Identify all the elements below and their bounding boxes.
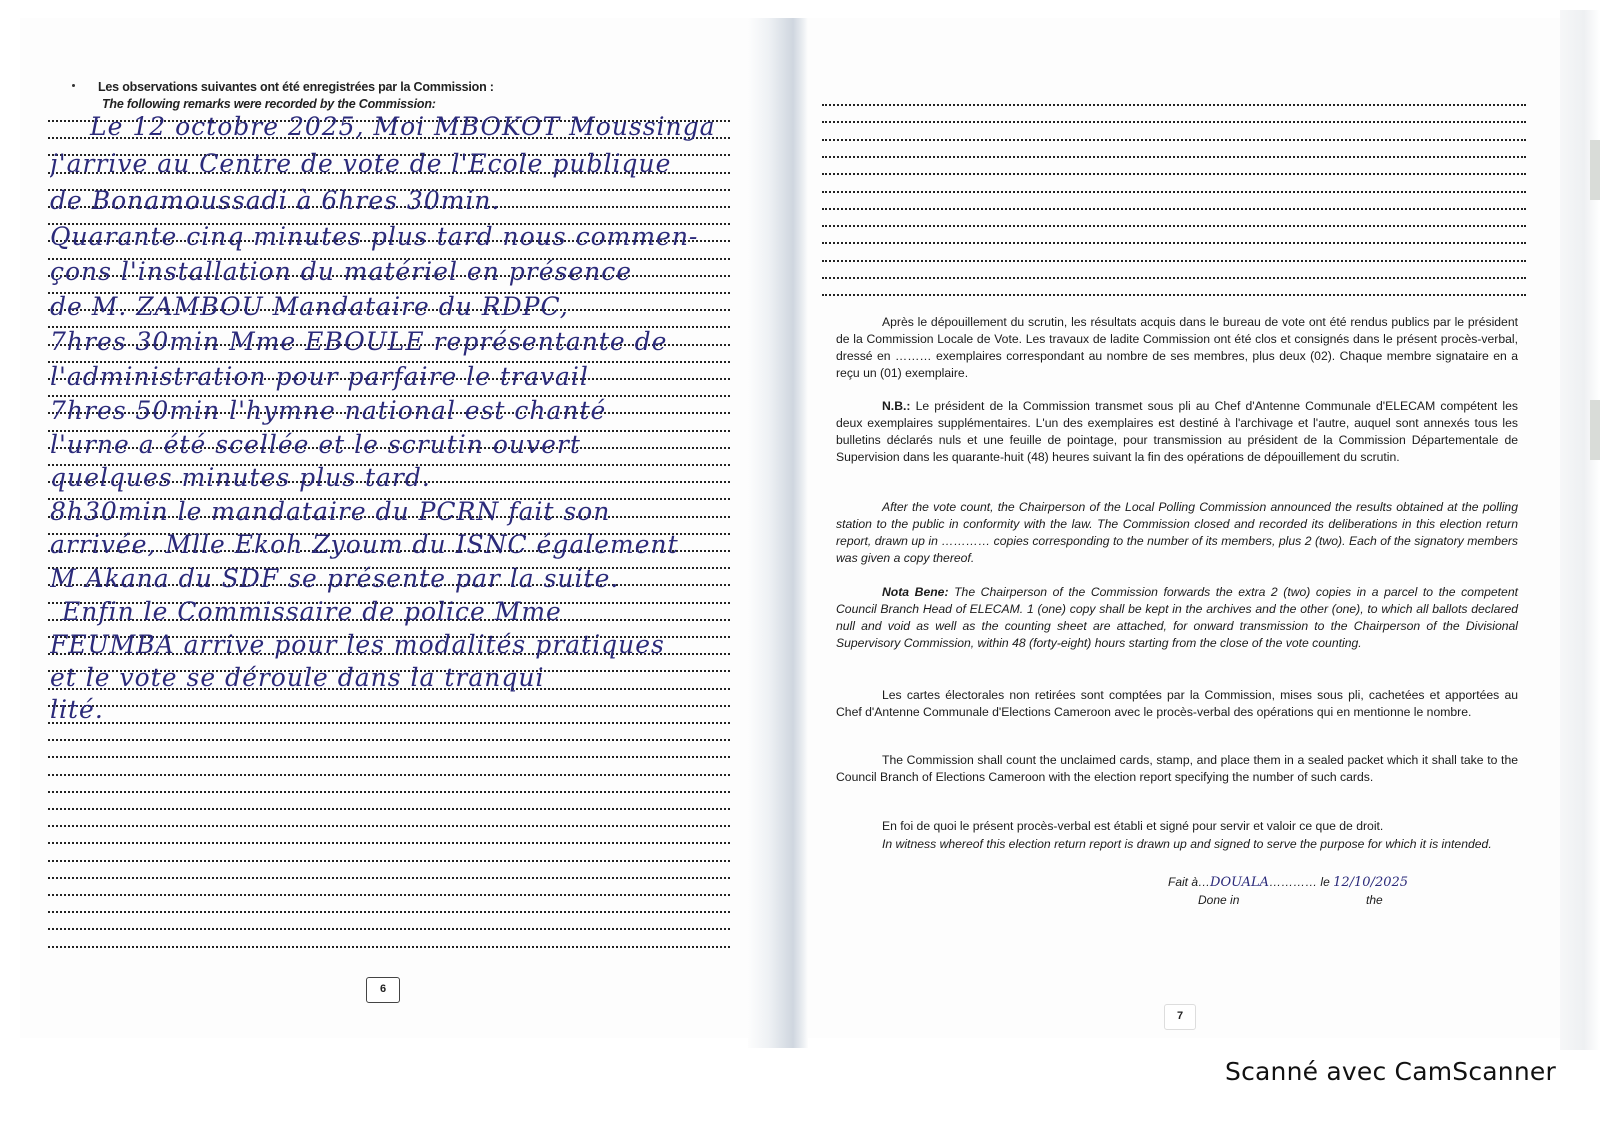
ruled-line: [822, 104, 1526, 106]
results-paragraph-fr: [836, 314, 1518, 382]
cards-text-en: The Commission shall count the unclaimed cards, stamp, and place them in a sealed packet which it shall take to the Council Branch of Elections Cameroon with the election report specifying the number of such cards.: [836, 753, 1518, 784]
remark-line: Le 12 octobre 2025, Moi MBOKOT Moussinga: [90, 112, 716, 141]
witness-text-fr: En foi de quoi le présent procès-verbal est établi et signé pour servir et valoir ce que de droit.: [882, 819, 1384, 833]
bullet-dot: [72, 84, 75, 87]
remark-line: M Akana du SDF se présente par la suite.: [50, 564, 620, 593]
remark-line: l'administration pour parfaire le travail: [50, 362, 589, 391]
remark-line: lité.: [50, 695, 104, 724]
done-the-label-en: the: [1366, 893, 1383, 907]
page-number-left: 6: [366, 977, 400, 1003]
done-in-label-en: Done in: [1198, 893, 1240, 907]
nota-bene-fr: [836, 398, 1518, 466]
remark-line: 8h30min le mandataire du PCRN fait son: [50, 497, 611, 526]
done-at-label-fr: Fait à: [1168, 875, 1199, 889]
witness-text-en: In witness whereof this election return report is drawn up and signed to serve the purpose for which it is intended.: [882, 837, 1492, 851]
ruled-line: [822, 191, 1526, 193]
ruled-line: [48, 877, 730, 879]
nb-text-en: The Chairperson of the Commission forwards the extra 2 (two) copies in a parcel to the competent Council Branch Head of ELECAM. 1 (one) copy shall be kept in the archives and the other (one), to which all ballots declared null and void as well as the counting sheet are attached, for onward transmission to the Chairperson of the Divisional Supervisory Commission, within 48 (forty-eight) hours starting from the close of the vote counting.: [836, 585, 1518, 650]
ruled-line: [48, 911, 730, 913]
remark-line: çons l'installation du matériel en présence: [50, 257, 633, 286]
remark-line: Quarante cinq minutes plus tard nous commen-: [50, 222, 699, 251]
remarks-heading-en: The following remarks were recorded by the Commission:: [102, 97, 436, 111]
remark-line: Enfin le Commissaire de police Mme: [62, 597, 562, 626]
remark-line: de Bonamoussadi à 6hres 30min.: [50, 186, 501, 215]
ruled-line: [48, 860, 730, 862]
nb-label-en: Nota Bene:: [882, 585, 949, 599]
ruled-line: [48, 842, 730, 844]
ruled-line: [48, 894, 730, 896]
nb-text-fr: Le président de la Commission transmet sous pli au Chef d'Antenne Communale d'ELECAM compétent les deux exemplaires supplémentaires. L'un des exemplaires est destiné à l'archivage et l'autre, auquel sont annexés tous les bulletins déclarés nuls et une feuille de pointage, pour transmission au président de la Commission Départementale de Supervision dans les quarante-huit (48) heures suivant la fin des opérations de dépouillement du scrutin.: [836, 399, 1518, 464]
ruled-line: [822, 225, 1526, 227]
page-gutter-shadow: [748, 18, 808, 1048]
done-on-value: 12/10/2025: [1333, 875, 1409, 890]
results-paragraph-en: [836, 499, 1518, 567]
ruled-line: [822, 294, 1526, 296]
remarks-heading-fr: Les observations suivantes ont été enregistrées par la Commission :: [98, 80, 494, 94]
results-text-en: After the vote count, the Chairperson of the Local Polling Commission announced the results obtained at the polling station to the public in conformity with the law. The Commission closed and recorded its deliberations in this election return report, drawn up in ………… copies corresponding to the number of its members, plus 2 (two). Each of the signatory members was given a copy thereof.: [836, 500, 1518, 565]
remark-line: de M. ZAMBOU Mandataire du RDPC,: [50, 292, 569, 321]
nb-label-fr: N.B.:: [882, 399, 911, 413]
remark-line: 7hres 30min Mme EBOULE représentante de: [50, 327, 668, 356]
nota-bene-en: [836, 584, 1518, 652]
camscanner-watermark: Scanné avec CamScanner: [1225, 1057, 1556, 1086]
ruled-line: [822, 173, 1526, 175]
ruled-line: [822, 208, 1526, 210]
remark-line: j'arrive au Centre de vote de l'Ecole publique: [50, 149, 672, 178]
ruled-line: [48, 756, 730, 758]
ruled-line: [48, 946, 730, 948]
witness-en: [836, 836, 1518, 853]
done-at-value: DOUALA: [1210, 875, 1270, 890]
next-page-edge: [1560, 10, 1600, 1050]
ruled-line: [822, 121, 1526, 123]
results-text-fr: Après le dépouillement du scrutin, les résultats acquis dans le bureau de vote ont été rendus publics par le président de la Commission Locale de Vote. Les travaux de ladite Commission ont été clos et consignés dans le présent procès-verbal, dressé en ……… exemplaires correspondant au nombre de ses membres, plus deux (02). Chaque membre signataire en a reçu un (01) exemplaire.: [836, 315, 1518, 380]
page-number-right: 7: [1164, 1004, 1196, 1030]
ruled-line: [48, 825, 730, 827]
done-at-line: Fait à…DOUALA………… le 12/10/2025: [1168, 875, 1409, 890]
remark-line: et le vote se déroule dans la tranqui: [50, 663, 545, 692]
ruled-line: [822, 242, 1526, 244]
ruled-line: [822, 156, 1526, 158]
ruled-line: [48, 928, 730, 930]
unclaimed-cards-en: [836, 752, 1518, 786]
ruled-line: [48, 739, 730, 741]
done-on-label-fr: le: [1320, 875, 1330, 889]
unclaimed-cards-fr: [836, 687, 1518, 721]
ruled-line: [822, 277, 1526, 279]
remark-line: quelques minutes plus tard.: [50, 463, 431, 492]
ruled-line: [48, 774, 730, 776]
page-tab: [1590, 400, 1600, 460]
remark-line: FEUMBA arrive pour les modalités pratiques: [50, 630, 665, 659]
ruled-line: [48, 791, 730, 793]
remark-line: l'urne a été scellée et le scrutin ouvert: [50, 430, 581, 459]
remark-line: arrivée, Mlle Ekoh Zyoum du ISNC également: [50, 530, 679, 559]
cards-text-fr: Les cartes électorales non retirées sont comptées par la Commission, mises sous pli, cachetées et apportées au Chef d'Antenne Communale d'Elections Cameroon avec le procès-verbal des opérations qui en mentionne le nombre.: [836, 688, 1518, 719]
witness-fr: [836, 818, 1518, 835]
ruled-line: [822, 260, 1526, 262]
ruled-line: [822, 139, 1526, 141]
page-tab: [1590, 140, 1600, 200]
ruled-line: [48, 808, 730, 810]
remark-line: 7hres 50min l'hymne national est chanté: [50, 396, 607, 425]
